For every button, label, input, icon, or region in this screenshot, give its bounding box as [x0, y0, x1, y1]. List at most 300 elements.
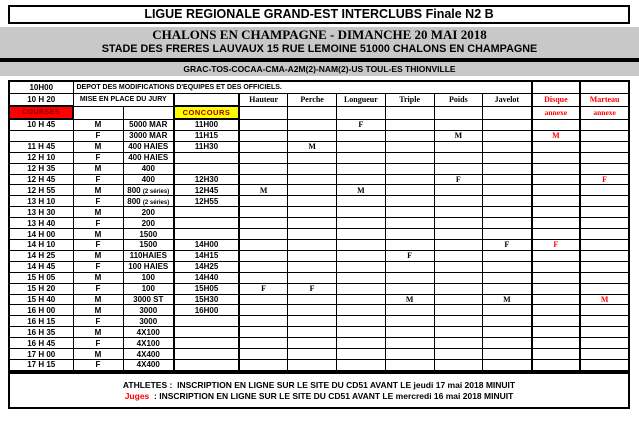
- cell-mark-hauteur: [239, 327, 288, 338]
- cell-mark-perche: [288, 185, 337, 196]
- cell-mark-perche: [288, 316, 337, 327]
- cell-mark-marteau: [580, 327, 629, 338]
- table-row: [9, 338, 629, 349]
- cell-concours-time: 14H00: [174, 240, 239, 251]
- cell-mark-marteau: [580, 338, 629, 349]
- cell-concours-time: [174, 152, 239, 163]
- cell-time: 16 H 35: [9, 327, 73, 338]
- cell-concours-time: 12H55: [174, 196, 239, 207]
- cell-mark-marteau: [580, 163, 629, 174]
- cell-mark-javelot: [483, 261, 532, 272]
- cell-sex: M: [73, 229, 123, 240]
- empty-cell: [174, 94, 239, 107]
- cell-event: 400 HAIES: [123, 152, 174, 163]
- cell-mark-marteau: [580, 119, 629, 130]
- registration-notice: [8, 372, 630, 409]
- cell-event: 200: [123, 207, 174, 218]
- cell-mark-javelot: [483, 229, 532, 240]
- cell-mark-marteau: [580, 141, 629, 152]
- cell-concours-time: 12H45: [174, 185, 239, 196]
- juges-text: : INSCRIPTION EN LIGNE SUR LE SITE DU CD51 AVANT LE mercredi 16 mai 2018 MINUIT: [154, 390, 514, 401]
- cell-mark-marteau: [580, 349, 629, 360]
- column-header-longueur: Longueur: [337, 94, 386, 107]
- cell-mark-disque: [532, 261, 581, 272]
- cell-mark-perche: [288, 261, 337, 272]
- cell-sex: F: [73, 316, 123, 327]
- table-row: [9, 119, 629, 130]
- empty-cell: [580, 81, 629, 94]
- cell-mark-poids: [434, 250, 483, 261]
- cell-mark-perche: [288, 349, 337, 360]
- cell-event: 4X100: [123, 327, 174, 338]
- cell-mark-javelot: [483, 283, 532, 294]
- cell-mark-marteau: [580, 196, 629, 207]
- cell-mark-marteau: [580, 185, 629, 196]
- cell-mark-javelot: M: [483, 294, 532, 305]
- header-band: [0, 27, 639, 62]
- cell-mark-javelot: [483, 327, 532, 338]
- table-row: [9, 196, 629, 207]
- cell-event: 100: [123, 283, 174, 294]
- cell-mark-hauteur: F: [239, 283, 288, 294]
- cell-mark-triple: [385, 196, 434, 207]
- cell-mark-disque: [532, 174, 581, 185]
- cell-mark-longueur: [337, 229, 386, 240]
- cell-mark-marteau: F: [580, 174, 629, 185]
- location-date: CHALONS EN CHAMPAGNE - DIMANCHE 20 MAI 2018: [152, 27, 487, 42]
- cell-mark-perche: [288, 305, 337, 316]
- cell-mark-perche: [288, 327, 337, 338]
- cell-time: 12 H 10: [9, 152, 73, 163]
- cell-mark-marteau: [580, 240, 629, 251]
- table-row: [9, 305, 629, 316]
- cell-time: 11 H 45: [9, 141, 73, 152]
- cell-mark-marteau: [580, 207, 629, 218]
- cell-mark-perche: [288, 130, 337, 141]
- cell-mark-poids: [434, 261, 483, 272]
- cell-mark-longueur: [337, 283, 386, 294]
- cell-mark-poids: [434, 185, 483, 196]
- cell-mark-perche: [288, 240, 337, 251]
- cell-concours-time: [174, 349, 239, 360]
- cell-mark-longueur: [337, 327, 386, 338]
- cell-mark-poids: [434, 240, 483, 251]
- cell-mark-hauteur: [239, 359, 288, 371]
- cell-mark-hauteur: [239, 163, 288, 174]
- cell-mark-triple: [385, 327, 434, 338]
- event-note: (2 séries): [142, 199, 170, 206]
- cell-event: 800 (2 séries): [123, 196, 174, 207]
- empty-cell: [337, 106, 386, 119]
- stadium-address: STADE DES FRERES LAUVAUX 15 RUE LEMOINE 51000 CHALONS EN CHAMPAGNE: [101, 43, 538, 55]
- cell-event: 4X100: [123, 338, 174, 349]
- cell-mark-disque: [532, 272, 581, 283]
- cell-mark-disque: [532, 229, 581, 240]
- cell-mark-hauteur: [239, 294, 288, 305]
- table-row: [9, 141, 629, 152]
- courses-section-label: COURSES: [9, 106, 73, 119]
- cell-mark-longueur: [337, 349, 386, 360]
- cell-mark-triple: [385, 316, 434, 327]
- cell-mark-poids: [434, 229, 483, 240]
- cell-time: 17 H 00: [9, 349, 73, 360]
- marteau-annexe-label: annexe: [580, 106, 629, 119]
- cell-sex: F: [73, 196, 123, 207]
- cell-mark-marteau: [580, 305, 629, 316]
- empty-cell: [123, 106, 174, 119]
- cell-time: [9, 130, 73, 141]
- cell-mark-poids: [434, 119, 483, 130]
- cell-event: 1500: [123, 240, 174, 251]
- cell-mark-longueur: [337, 305, 386, 316]
- cell-sex: M: [73, 119, 123, 130]
- column-header-javelot: Javelot: [483, 94, 532, 107]
- cell-mark-poids: [434, 305, 483, 316]
- cell-mark-triple: [385, 272, 434, 283]
- cell-event: 100: [123, 272, 174, 283]
- cell-mark-javelot: [483, 338, 532, 349]
- cell-concours-time: 15H05: [174, 283, 239, 294]
- cell-mark-marteau: [580, 359, 629, 371]
- cell-mark-longueur: [337, 240, 386, 251]
- cell-concours-time: 11H15: [174, 130, 239, 141]
- cell-time: 15 H 20: [9, 283, 73, 294]
- cell-event: 5000 MAR: [123, 119, 174, 130]
- cell-concours-time: [174, 163, 239, 174]
- empty-cell: [288, 106, 337, 119]
- cell-mark-javelot: F: [483, 240, 532, 251]
- cell-mark-hauteur: [239, 305, 288, 316]
- cell-mark-marteau: [580, 261, 629, 272]
- cell-mark-disque: [532, 316, 581, 327]
- cell-mark-marteau: M: [580, 294, 629, 305]
- competition-title: LIGUE REGIONALE GRAND-EST INTERCLUBS Finale N2 B: [8, 5, 630, 24]
- cell-mark-disque: [532, 163, 581, 174]
- column-header-hauteur: Hauteur: [239, 94, 288, 107]
- cell-mark-disque: [532, 141, 581, 152]
- empty-cell: [239, 106, 288, 119]
- cell-mark-javelot: [483, 119, 532, 130]
- cell-mark-disque: [532, 185, 581, 196]
- cell-mark-longueur: [337, 338, 386, 349]
- cell-mark-triple: [385, 229, 434, 240]
- athletes-label: ATHLETES :: [122, 379, 173, 390]
- cell-mark-perche: [288, 359, 337, 371]
- cell-mark-javelot: [483, 141, 532, 152]
- table-row: [9, 359, 629, 371]
- cell-mark-javelot: [483, 250, 532, 261]
- cell-mark-perche: [288, 294, 337, 305]
- cell-time: 16 H 45: [9, 338, 73, 349]
- cell-event: 400: [123, 174, 174, 185]
- cell-mark-triple: [385, 130, 434, 141]
- cell-event: 3000 ST: [123, 294, 174, 305]
- cell-mark-marteau: [580, 130, 629, 141]
- cell-time: 14 H 25: [9, 250, 73, 261]
- cell-mark-javelot: [483, 359, 532, 371]
- cell-sex: M: [73, 141, 123, 152]
- table-row: [9, 272, 629, 283]
- concours-section-label: CONCOURS: [174, 106, 239, 119]
- cell-mark-hauteur: [239, 316, 288, 327]
- cell-sex: F: [73, 218, 123, 229]
- cell-mark-longueur: [337, 250, 386, 261]
- cell-mark-javelot: [483, 174, 532, 185]
- depot-label: DEPOT DES MODIFICATIONS D'EQUIPES ET DES OFFICIELS.: [73, 81, 532, 94]
- column-header-poids: Poids: [434, 94, 483, 107]
- cell-mark-triple: [385, 119, 434, 130]
- cell-mark-hauteur: [239, 119, 288, 130]
- cell-mark-longueur: [337, 272, 386, 283]
- cell-sex: F: [73, 359, 123, 371]
- column-header-perche: Perche: [288, 94, 337, 107]
- juges-label: Juges: [124, 390, 150, 401]
- cell-time: 16 H 00: [9, 305, 73, 316]
- disque-annexe-label: annexe: [532, 106, 581, 119]
- clubs-list: GRAC-TOS-COCAA-CMA-A2M(2)-NAM(2)-US TOUL-ES THIONVILLE: [0, 62, 639, 76]
- cell-mark-triple: [385, 261, 434, 272]
- cell-event: 1500: [123, 229, 174, 240]
- cell-mark-poids: [434, 316, 483, 327]
- cell-event: 400: [123, 163, 174, 174]
- cell-concours-time: 16H00: [174, 305, 239, 316]
- cell-event: 800 (2 séries): [123, 185, 174, 196]
- cell-time: 15 H 05: [9, 272, 73, 283]
- cell-event: 4X400: [123, 349, 174, 360]
- cell-mark-hauteur: [239, 229, 288, 240]
- cell-mark-hauteur: [239, 130, 288, 141]
- cell-concours-time: [174, 229, 239, 240]
- cell-mark-triple: [385, 207, 434, 218]
- table-row: [9, 283, 629, 294]
- cell-mark-triple: M: [385, 294, 434, 305]
- cell-mark-javelot: [483, 272, 532, 283]
- cell-event: 200: [123, 218, 174, 229]
- table-row: [9, 152, 629, 163]
- table-row: [9, 250, 629, 261]
- cell-mark-perche: [288, 196, 337, 207]
- cell-mark-perche: [288, 152, 337, 163]
- cell-mark-poids: [434, 338, 483, 349]
- cell-mark-disque: [532, 359, 581, 371]
- cell-mark-triple: [385, 338, 434, 349]
- cell-sex: M: [73, 272, 123, 283]
- cell-concours-time: 14H15: [174, 250, 239, 261]
- cell-time: 13 H 30: [9, 207, 73, 218]
- cell-mark-hauteur: [239, 272, 288, 283]
- cell-mark-poids: [434, 196, 483, 207]
- cell-mark-longueur: [337, 207, 386, 218]
- cell-mark-perche: [288, 163, 337, 174]
- cell-sex: M: [73, 294, 123, 305]
- cell-sex: F: [73, 261, 123, 272]
- cell-mark-javelot: [483, 163, 532, 174]
- cell-sex: F: [73, 174, 123, 185]
- cell-mark-javelot: [483, 207, 532, 218]
- cell-mark-longueur: [337, 294, 386, 305]
- cell-mark-marteau: [580, 283, 629, 294]
- cell-sex: F: [73, 152, 123, 163]
- cell-time: 16 H 15: [9, 316, 73, 327]
- cell-mark-triple: [385, 218, 434, 229]
- cell-mark-hauteur: [239, 196, 288, 207]
- cell-mark-poids: [434, 141, 483, 152]
- cell-mark-perche: [288, 174, 337, 185]
- cell-concours-time: 12H30: [174, 174, 239, 185]
- cell-mark-disque: [532, 327, 581, 338]
- cell-mark-longueur: M: [337, 185, 386, 196]
- cell-concours-time: [174, 316, 239, 327]
- cell-mark-marteau: [580, 218, 629, 229]
- cell-mark-disque: [532, 250, 581, 261]
- cell-mark-longueur: [337, 261, 386, 272]
- cell-concours-time: 14H40: [174, 272, 239, 283]
- table-row: [9, 349, 629, 360]
- section-row: [9, 106, 629, 119]
- cell-mark-longueur: [337, 196, 386, 207]
- cell-mark-poids: [434, 218, 483, 229]
- cell-mark-poids: [434, 283, 483, 294]
- cell-time: 13 H 10: [9, 196, 73, 207]
- event-note: (2 séries): [142, 188, 170, 195]
- table-row: [9, 163, 629, 174]
- athletes-notice: [10, 380, 628, 391]
- cell-time: 14 H 10: [9, 240, 73, 251]
- cell-time: 13 H 40: [9, 218, 73, 229]
- cell-mark-hauteur: [239, 207, 288, 218]
- cell-mark-disque: [532, 196, 581, 207]
- cell-event: 400 HAIES: [123, 141, 174, 152]
- cell-mark-poids: [434, 359, 483, 371]
- cell-mark-hauteur: [239, 141, 288, 152]
- cell-mark-poids: [434, 272, 483, 283]
- cell-time: 12 H 55: [9, 185, 73, 196]
- cell-mark-marteau: [580, 316, 629, 327]
- cell-event: 110HAIES: [123, 250, 174, 261]
- cell-mark-longueur: [337, 130, 386, 141]
- cell-mark-poids: [434, 327, 483, 338]
- cell-mark-triple: [385, 141, 434, 152]
- cell-mark-javelot: [483, 152, 532, 163]
- cell-mark-triple: [385, 185, 434, 196]
- cell-mark-longueur: [337, 152, 386, 163]
- cell-mark-perche: [288, 229, 337, 240]
- cell-event: 4X400: [123, 359, 174, 371]
- cell-sex: F: [73, 338, 123, 349]
- athletes-text: INSCRIPTION EN LIGNE SUR LE SITE DU CD51 AVANT LE jeudi 17 mai 2018 MINUIT: [177, 379, 516, 390]
- cell-mark-triple: [385, 359, 434, 371]
- cell-mark-disque: [532, 349, 581, 360]
- column-header-marteau: Marteau: [580, 94, 629, 107]
- cell-mark-hauteur: [239, 218, 288, 229]
- table-row: [9, 240, 629, 251]
- cell-sex: M: [73, 349, 123, 360]
- cell-mark-triple: [385, 305, 434, 316]
- cell-mark-longueur: [337, 316, 386, 327]
- cell-mark-poids: M: [434, 130, 483, 141]
- cell-mark-disque: [532, 152, 581, 163]
- cell-mark-disque: F: [532, 240, 581, 251]
- cell-mark-hauteur: [239, 240, 288, 251]
- cell-mark-longueur: [337, 141, 386, 152]
- cell-mark-perche: [288, 207, 337, 218]
- cell-sex: M: [73, 327, 123, 338]
- cell-time: 12 H 35: [9, 163, 73, 174]
- cell-concours-time: 11H00: [174, 119, 239, 130]
- cell-mark-perche: [288, 250, 337, 261]
- cell-concours-time: 14H25: [174, 261, 239, 272]
- cell-mark-javelot: [483, 185, 532, 196]
- cell-mark-perche: [288, 218, 337, 229]
- cell-concours-time: [174, 207, 239, 218]
- cell-concours-time: 15H30: [174, 294, 239, 305]
- cell-mark-triple: [385, 152, 434, 163]
- cell-mark-marteau: [580, 152, 629, 163]
- table-row: [9, 207, 629, 218]
- cell-mark-hauteur: [239, 250, 288, 261]
- cell-mark-javelot: [483, 305, 532, 316]
- cell-mark-hauteur: [239, 174, 288, 185]
- cell-mark-javelot: [483, 218, 532, 229]
- cell-sex: F: [73, 130, 123, 141]
- empty-cell: [532, 81, 581, 94]
- cell-mark-hauteur: [239, 152, 288, 163]
- table-row: [9, 294, 629, 305]
- cell-event: 3000 MAR: [123, 130, 174, 141]
- cell-mark-poids: [434, 349, 483, 360]
- cell-mark-triple: [385, 349, 434, 360]
- cell-mark-perche: M: [288, 141, 337, 152]
- cell-concours-time: [174, 338, 239, 349]
- jury-row: [9, 94, 629, 107]
- table-row: [9, 185, 629, 196]
- schedule-body: [9, 119, 629, 371]
- cell-time: 14 H 00: [9, 229, 73, 240]
- cell-mark-triple: [385, 283, 434, 294]
- cell-mark-javelot: [483, 316, 532, 327]
- cell-mark-poids: F: [434, 174, 483, 185]
- depot-time: 10H00: [9, 81, 73, 94]
- cell-mark-javelot: [483, 130, 532, 141]
- cell-mark-disque: [532, 305, 581, 316]
- cell-sex: F: [73, 283, 123, 294]
- table-row: [9, 174, 629, 185]
- schedule-table: [8, 80, 630, 372]
- cell-mark-disque: [532, 207, 581, 218]
- cell-event: 100 HAIES: [123, 261, 174, 272]
- empty-cell: [483, 106, 532, 119]
- column-header-disque: Disque: [532, 94, 581, 107]
- cell-mark-hauteur: [239, 349, 288, 360]
- schedule-header: [9, 81, 629, 119]
- cell-mark-perche: F: [288, 283, 337, 294]
- cell-concours-time: 11H30: [174, 141, 239, 152]
- cell-sex: M: [73, 207, 123, 218]
- cell-mark-poids: [434, 207, 483, 218]
- cell-mark-javelot: [483, 349, 532, 360]
- jury-label: MISE EN PLACE DU JURY: [73, 94, 174, 107]
- cell-event: 3000: [123, 305, 174, 316]
- cell-sex: M: [73, 185, 123, 196]
- table-row: [9, 261, 629, 272]
- cell-mark-longueur: [337, 359, 386, 371]
- cell-concours-time: [174, 327, 239, 338]
- cell-mark-poids: [434, 152, 483, 163]
- cell-concours-time: [174, 218, 239, 229]
- cell-mark-disque: [532, 119, 581, 130]
- depot-row: [9, 81, 629, 94]
- table-row: [9, 229, 629, 240]
